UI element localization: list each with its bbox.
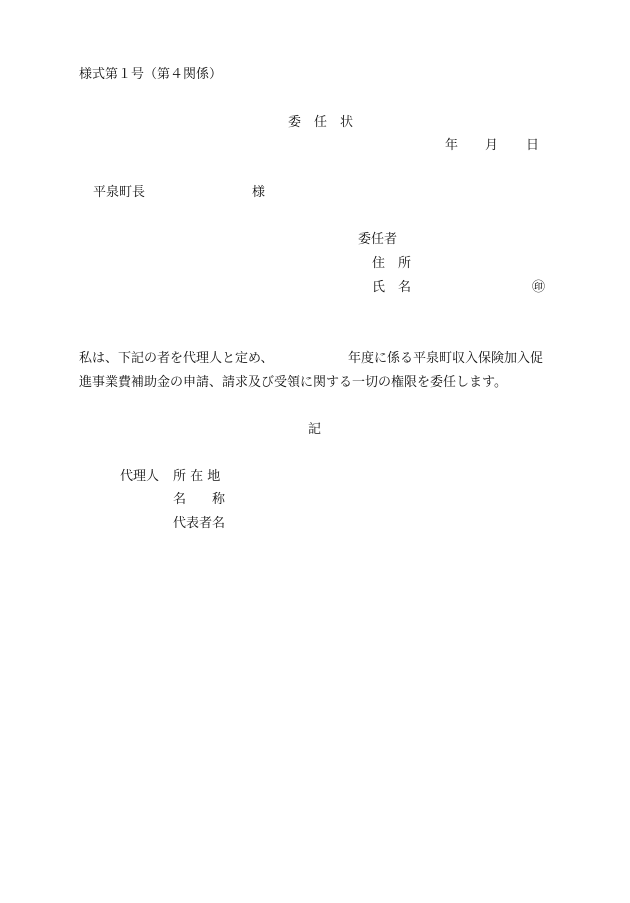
addressee-honorific: 様 bbox=[252, 185, 266, 200]
seal-mark: ㊞ bbox=[532, 280, 546, 295]
date-year-label: 年 bbox=[445, 138, 459, 153]
document-title: 委 任 状 bbox=[288, 115, 354, 130]
addressee-name: 平泉町長 bbox=[93, 185, 146, 200]
form-number: 様式第１号（第４関係） bbox=[79, 67, 223, 82]
agent-representative-label: 代表者名 bbox=[173, 516, 226, 531]
agent-name-label: 名 称 bbox=[173, 492, 226, 507]
agent-location-label: 所 在 地 bbox=[173, 469, 221, 484]
agent-label: 代理人 bbox=[120, 469, 160, 484]
body-line-1-end: 年度に係る平泉町収入保険加入促 bbox=[348, 351, 544, 366]
ki-heading: 記 bbox=[308, 422, 322, 437]
body-line-2: 進事業費補助金の申請、請求及び受領に関する一切の権限を委任します。 bbox=[79, 375, 507, 390]
date-day-label: 日 bbox=[526, 138, 540, 153]
principal-address-label: 住 所 bbox=[372, 256, 412, 271]
date-month-label: 月 bbox=[485, 138, 499, 153]
principal-label: 委任者 bbox=[358, 232, 398, 247]
body-line-1-start: 私は、下記の者を代理人と定め、 bbox=[79, 351, 274, 366]
principal-name-label: 氏 名 bbox=[372, 280, 412, 295]
